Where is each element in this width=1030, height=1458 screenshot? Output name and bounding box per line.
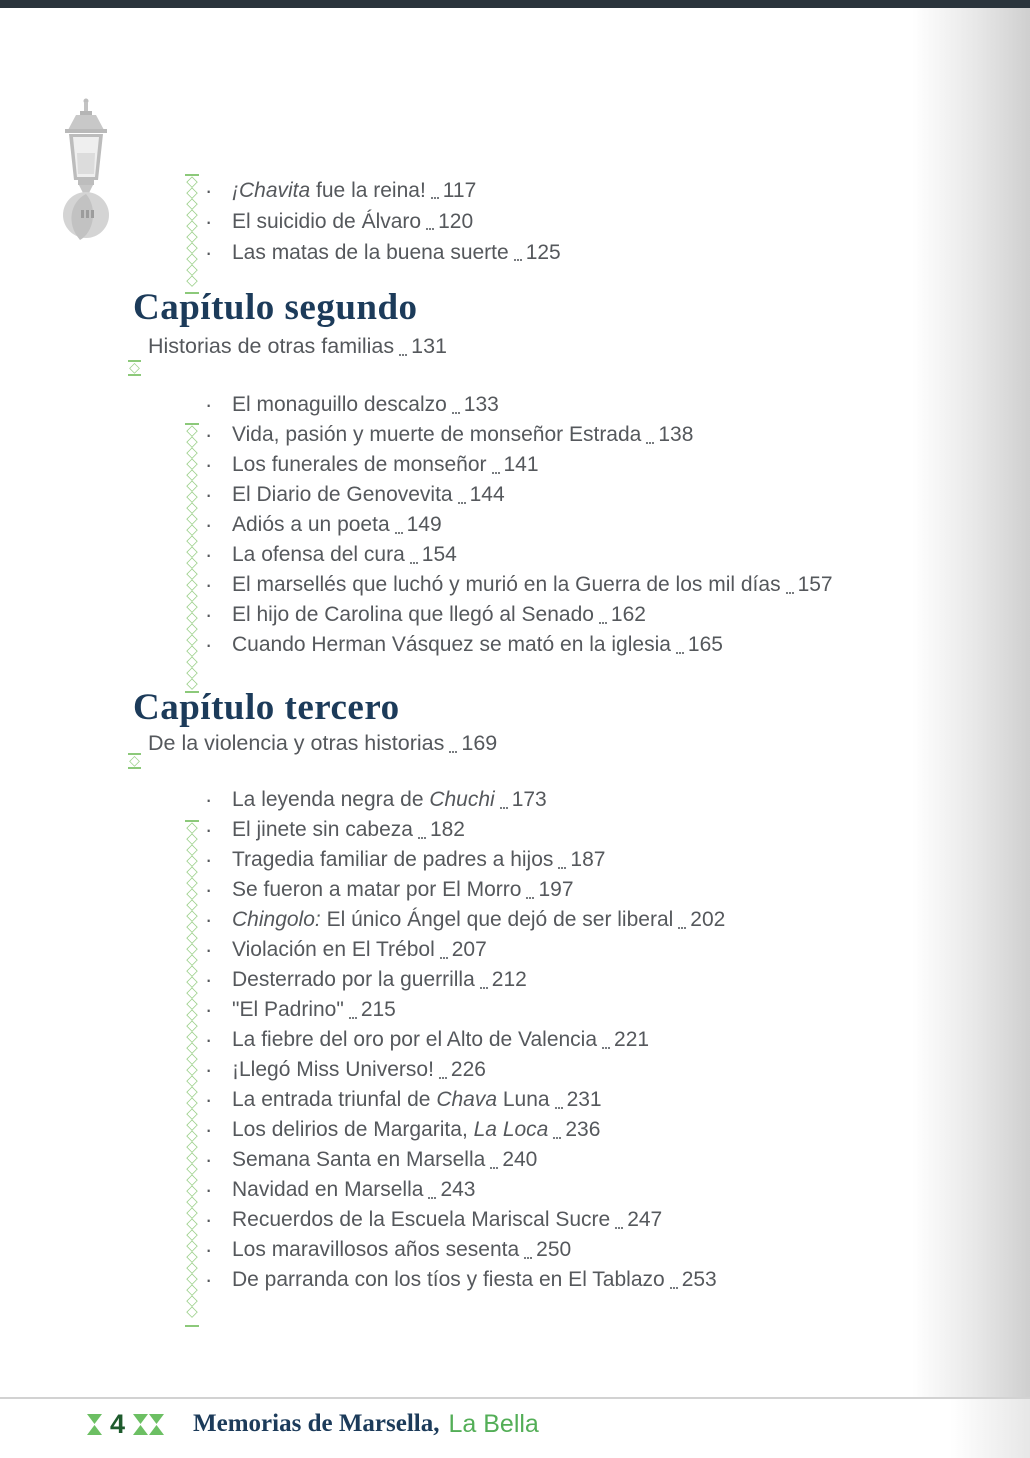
entry-page-number: 212	[491, 968, 527, 991]
entry-title: El suicidio de Álvaro	[232, 210, 422, 233]
toc-entry-row	[205, 540, 885, 570]
entry-page-number: 117	[442, 179, 477, 202]
bullet-icon: ·	[205, 997, 213, 1022]
dotted-leader	[526, 875, 534, 899]
entry-page-number: 144	[469, 483, 505, 506]
bullet-icon: ·	[205, 240, 213, 265]
dotted-leader	[500, 785, 508, 809]
entry-title: Navidad en Marsella	[232, 1178, 424, 1201]
entry-page-number: 157	[797, 573, 833, 596]
toc-entry-row	[205, 1055, 885, 1085]
chapter-page-number: 169	[461, 731, 498, 755]
bullet-icon: ·	[205, 452, 213, 477]
folio-page-number: 4	[110, 1408, 126, 1439]
bullet-icon: ·	[205, 602, 213, 627]
diamond-chain-ornament: ◇◇◇◇◇◇◇◇◇◇◇◇◇◇◇◇◇◇◇◇◇◇◇◇◇◇◇◇◇◇◇◇◇◇◇◇◇◇◇◇◇◇◇◇◇	[185, 820, 199, 1327]
toc-entry-row	[205, 905, 885, 935]
dotted-leader	[514, 237, 522, 261]
toc-entry-row	[205, 175, 885, 206]
dotted-leader	[349, 995, 357, 1019]
toc-entry-row	[205, 206, 885, 237]
next-page-edge-shadow	[950, 1399, 1030, 1458]
toc-entry-row	[205, 785, 885, 815]
bullet-icon: ·	[205, 817, 213, 842]
entry-title: Adiós a un poeta	[232, 513, 390, 536]
entry-page-number: 149	[406, 513, 442, 536]
entry-page-number: 165	[687, 633, 723, 656]
toc-entry-row	[205, 1145, 885, 1175]
footer-divider-line	[0, 1397, 1030, 1399]
entry-page-number: 231	[566, 1088, 602, 1111]
toc-section-3-entries	[205, 785, 885, 1295]
bullet-icon: ·	[205, 967, 213, 992]
dotted-leader	[449, 726, 457, 753]
entry-title: El marsellés que luchó y murió en la Guerra de los mil días	[232, 573, 781, 596]
entry-title: Recuerdos de la Escuela Mariscal Sucre	[232, 1208, 611, 1231]
entry-title: Los funerales de monseñor	[232, 453, 487, 476]
entry-page-number: 197	[538, 878, 574, 901]
bullet-icon: ·	[205, 877, 213, 902]
entry-title: Los maravillosos años sesenta	[232, 1238, 520, 1261]
dotted-leader	[646, 420, 654, 444]
chapter-heading-tercero: Capítulo tercero	[133, 687, 400, 728]
entry-page-number: 154	[421, 543, 457, 566]
bullet-icon: ·	[205, 178, 213, 203]
bullet-icon: ·	[205, 1207, 213, 1232]
entry-page-number: 221	[614, 1028, 650, 1051]
page-edge-shadow	[912, 8, 1030, 1397]
dotted-leader	[426, 206, 434, 230]
toc-entry-row	[205, 875, 885, 905]
toc-entry-row	[205, 1235, 885, 1265]
entry-title: "El Padrino"	[232, 998, 344, 1021]
toc-entry-row	[205, 600, 885, 630]
entry-page-number: 226	[450, 1058, 486, 1081]
entry-title: Vida, pasión y muerte de monseñor Estrada	[232, 423, 642, 446]
entry-title: El jinete sin cabeza	[232, 818, 413, 841]
dotted-leader	[439, 1055, 447, 1079]
entry-title: Se fueron a matar por El Morro	[232, 878, 522, 901]
bullet-icon: ·	[205, 937, 213, 962]
book-subtitle: La Bella	[448, 1409, 539, 1438]
toc-entry-row	[205, 420, 885, 450]
page-footer	[86, 1404, 539, 1444]
bullet-icon: ·	[205, 209, 213, 234]
dotted-leader	[524, 1235, 532, 1259]
chapter-page-number: 131	[411, 334, 448, 358]
entry-page-number: 247	[627, 1208, 663, 1231]
entry-page-number: 133	[463, 393, 499, 416]
bullet-icon: ·	[205, 572, 213, 597]
entry-page-number: 250	[536, 1238, 572, 1261]
entry-page-number: 236	[565, 1118, 601, 1141]
toc-entry-row	[205, 630, 885, 660]
bullet-icon: ·	[205, 392, 213, 417]
chapter-subtitle: De la violencia y otras historias	[148, 731, 445, 755]
dotted-leader	[490, 1145, 498, 1169]
dotted-leader	[480, 965, 488, 989]
dotted-leader	[786, 570, 794, 594]
entry-page-number: 141	[503, 453, 539, 476]
chapter-subtitle-row	[148, 329, 885, 363]
dotted-leader	[452, 390, 460, 414]
bullet-icon: ·	[205, 632, 213, 657]
entry-page-number: 173	[511, 788, 547, 811]
dotted-leader	[395, 510, 403, 534]
toc-entry-row	[205, 480, 885, 510]
bullet-icon: ·	[205, 907, 213, 932]
entry-page-number: 187	[570, 848, 606, 871]
entry-page-number: 253	[681, 1268, 717, 1291]
dotted-leader	[440, 935, 448, 959]
toc-entry-row	[205, 570, 885, 600]
dotted-leader	[399, 329, 407, 356]
entry-title: Chingolo: El único Ángel que dejó de ser liberal	[232, 908, 674, 931]
entry-page-number: 125	[525, 241, 561, 264]
book-title: Memorias de Marsella,	[193, 1410, 440, 1437]
entry-page-number: 240	[502, 1148, 538, 1171]
entry-title: Violación en El Trébol	[232, 938, 435, 961]
double-hourglass-icon	[132, 1414, 165, 1435]
entry-title: La entrada triunfal de Chava Luna	[232, 1088, 550, 1111]
toc-entry-row	[205, 1265, 885, 1295]
entry-page-number: 215	[360, 998, 396, 1021]
bullet-icon: ·	[205, 1117, 213, 1142]
bullet-icon: ·	[205, 847, 213, 872]
dotted-leader	[492, 450, 500, 474]
entry-page-number: 207	[451, 938, 487, 961]
toc-entry-row	[205, 510, 885, 540]
toc-section-2-entries	[205, 390, 885, 660]
entry-page-number: 120	[438, 210, 474, 233]
toc-entry-row	[205, 815, 885, 845]
dotted-leader	[555, 1085, 563, 1109]
dotted-leader	[558, 845, 566, 869]
entry-title: Desterrado por la guerrilla	[232, 968, 475, 991]
bullet-icon: ·	[205, 1087, 213, 1112]
entry-title: El hijo de Carolina que llegó al Senado	[232, 603, 594, 626]
toc-entry-row	[205, 1085, 885, 1115]
toc-entry-row	[205, 1175, 885, 1205]
dotted-leader	[602, 1025, 610, 1049]
dotted-leader	[431, 175, 439, 199]
entry-title: Tragedia familiar de padres a hijos	[232, 848, 554, 871]
bullet-icon: ·	[205, 1237, 213, 1262]
hourglass-ornament: ◇	[129, 360, 140, 376]
street-lantern-image	[50, 98, 122, 244]
entry-title: De parranda con los tíos y fiesta en El Tablazo	[232, 1268, 665, 1291]
toc-entry-row	[205, 1115, 885, 1145]
chapter-subtitle-row	[148, 726, 885, 760]
entry-title: Las matas de la buena suerte	[232, 241, 509, 264]
bullet-icon: ·	[205, 542, 213, 567]
dotted-leader	[553, 1115, 561, 1139]
bullet-icon: ·	[205, 512, 213, 537]
hourglass-icon	[86, 1414, 103, 1435]
top-dark-bar	[0, 0, 1030, 8]
entry-title: La leyenda negra de Chuchi	[232, 788, 495, 811]
dotted-leader	[676, 630, 684, 654]
chapter-subtitle: Historias de otras familias	[148, 334, 395, 358]
entry-title: ¡Chavita fue la reina!	[232, 179, 426, 202]
bullet-icon: ·	[205, 482, 213, 507]
entry-page-number: 138	[658, 423, 694, 446]
dotted-leader	[418, 815, 426, 839]
entry-page-number: 202	[690, 908, 726, 931]
bullet-icon: ·	[205, 787, 213, 812]
dotted-leader	[615, 1205, 623, 1229]
dotted-leader	[428, 1175, 436, 1199]
toc-entry-row	[205, 1205, 885, 1235]
chapter-heading-segundo: Capítulo segundo	[133, 287, 418, 328]
entry-title: Los delirios de Margarita, La Loca	[232, 1118, 549, 1141]
bullet-icon: ·	[205, 422, 213, 447]
dotted-leader	[670, 1265, 678, 1289]
dotted-leader	[410, 540, 418, 564]
entry-page-number: 243	[440, 1178, 476, 1201]
toc-entry-row	[205, 1025, 885, 1055]
toc-entry-row	[205, 935, 885, 965]
entry-title: Semana Santa en Marsella	[232, 1148, 486, 1171]
bullet-icon: ·	[205, 1027, 213, 1052]
entry-title: La ofensa del cura	[232, 543, 405, 566]
entry-title: Cuando Herman Vásquez se mató en la iglesia	[232, 633, 671, 656]
toc-entry-row	[205, 390, 885, 420]
bullet-icon: ·	[205, 1147, 213, 1172]
entry-title: El monaguillo descalzo	[232, 393, 447, 416]
hourglass-ornament: ◇	[129, 753, 140, 769]
entry-page-number: 182	[429, 818, 465, 841]
toc-entry-row	[205, 965, 885, 995]
diamond-chain-ornament: ◇◇◇◇◇◇◇◇◇◇◇◇◇◇◇◇◇◇◇◇◇◇◇◇	[186, 423, 198, 692]
bullet-icon: ·	[205, 1267, 213, 1292]
toc-entry-row	[205, 845, 885, 875]
bullet-icon: ·	[205, 1177, 213, 1202]
dotted-leader	[599, 600, 607, 624]
bullet-icon: ·	[205, 1057, 213, 1082]
entry-page-number: 162	[610, 603, 646, 626]
entry-title: La fiebre del oro por el Alto de Valencia	[232, 1028, 598, 1051]
toc-entry-row	[205, 237, 885, 268]
entry-title: El Diario de Genovevita	[232, 483, 453, 506]
toc-entry-row	[205, 995, 885, 1025]
toc-section-1-entries	[205, 175, 885, 268]
diamond-chain-ornament: ◇◇◇◇◇◇◇◇◇◇	[185, 174, 199, 294]
toc-entry-row	[205, 450, 885, 480]
dotted-leader	[458, 480, 466, 504]
entry-title: ¡Llegó Miss Universo!	[232, 1058, 434, 1081]
dotted-leader	[678, 905, 686, 929]
